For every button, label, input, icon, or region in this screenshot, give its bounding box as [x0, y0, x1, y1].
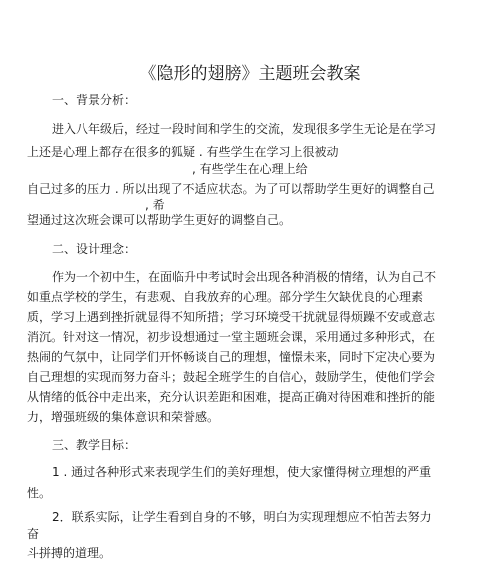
goal-item-2-line: 2．联系实际，让学生看到自身的不够，明白为实现理想应不怕苦去努力	[52, 510, 432, 524]
paragraph-line: 质，学习上遇到挫折就显得不知所措；学习环境受干扰就显得烦躁不安或意志	[27, 310, 436, 324]
section-heading-goals: 三、教学目标：	[52, 438, 137, 452]
paragraph-line: , 有些学生在心理上给	[192, 162, 308, 176]
goal-item-2-line: 奋	[27, 527, 40, 541]
goal-item-2-line: 斗拼搏的道理。	[27, 546, 112, 560]
paragraph-line: 进入八年级后，经过一段时间和学生的交流，发现很多学生无论是在学习	[52, 122, 437, 136]
document-title: 《隐形的翅膀》主题班会教案	[139, 64, 361, 84]
section-heading-design: 二、设计理念：	[52, 242, 137, 256]
goal-item-1-line: 性。	[27, 486, 52, 500]
paragraph-line: 上还是心理上都存在很多的狐疑 . 有些学生在学习上很被动	[27, 145, 339, 159]
paragraph-line: , 希	[145, 198, 165, 212]
goal-item-1-line: 1 . 通过各种形式来表现学生们的美好理想，使大家懂得树立理想的严重	[52, 465, 432, 479]
paragraph-line: 自己过多的压力 . 所以出现了不适应状态。为了可以帮助学生更好的调整自己	[27, 182, 435, 196]
paragraph-line: 从情绪的低谷中走出来，充分认识差距和困难，提高正确对待困难和挫折的能	[27, 390, 436, 404]
paragraph-line: 望通过这次班会课可以帮助学生更好的调整自己。	[27, 213, 292, 227]
paragraph-line: 消沉。针对这一情况，初步设想通过一堂主题班会课，采用通过多种形式，在	[27, 330, 436, 344]
paragraph-line: 自己理想的实现而努力奋斗；鼓起全班学生的自信心，鼓励学生，使他们学会	[27, 370, 436, 384]
paragraph-line: 力，增强班级的集体意识和荣誉感。	[27, 410, 220, 424]
paragraph-line: 如重点学校的学生，有悲观、自我放弃的心理。部分学生欠缺优良的心理素	[27, 290, 424, 304]
section-heading-background: 一、背景分析：	[52, 93, 137, 107]
paragraph-line: 热闹的气氛中，让同学们开怀畅谈自己的理想，憧憬未来，同时下定决心要为	[27, 350, 436, 364]
paragraph-line: 作为一个初中生，在面临升中考试时会出现各种消极的情绪，认为自己不	[52, 270, 437, 284]
